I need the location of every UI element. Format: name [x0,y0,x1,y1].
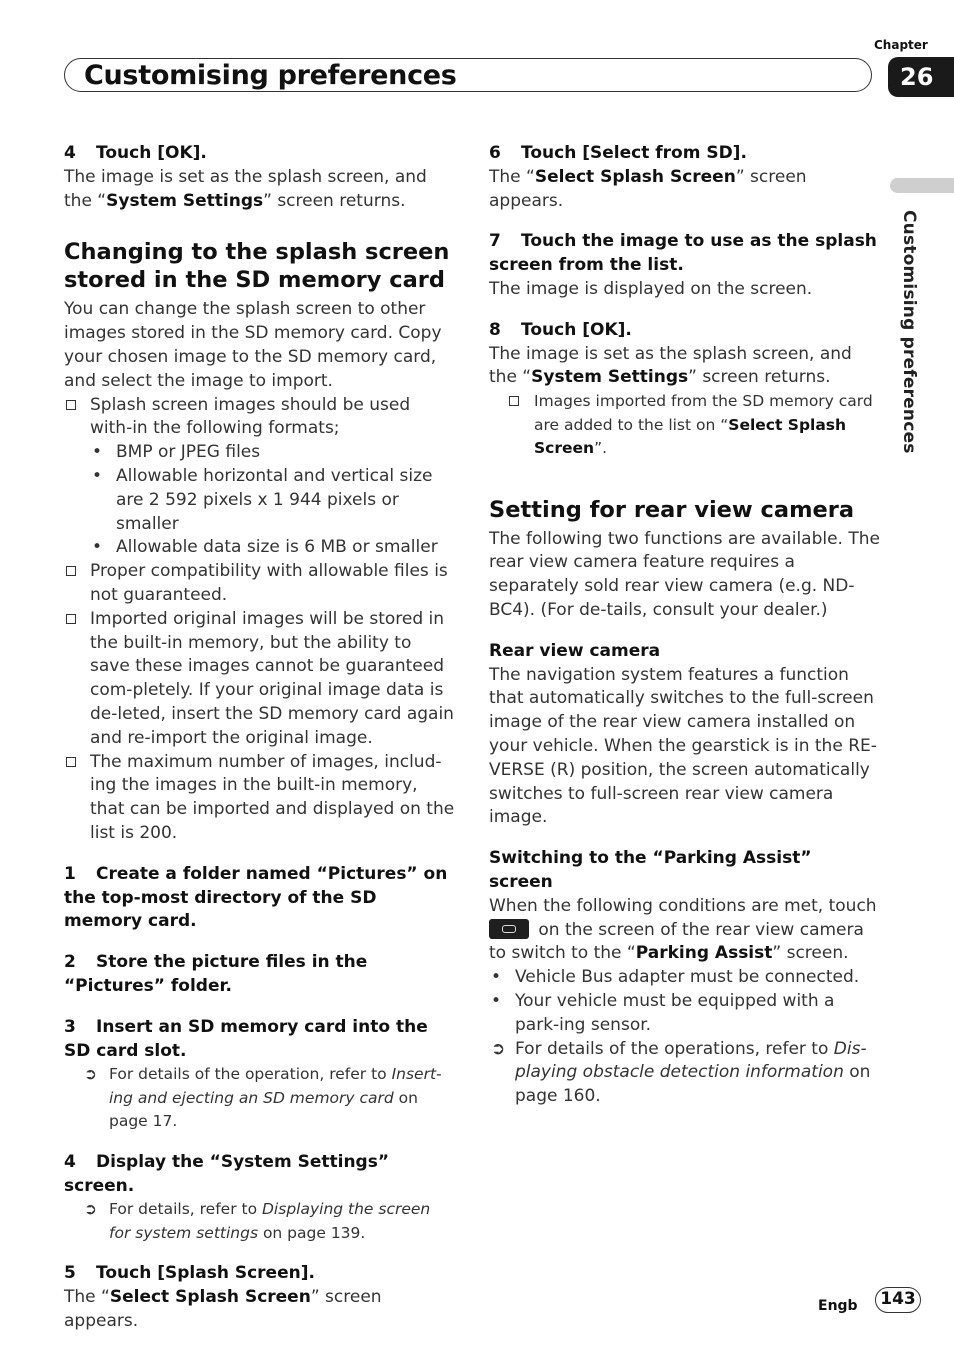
step-3-insert-card: 3 Insert an SD memory card into the SD card slot. [64,1016,428,1061]
rear-camera-subheading: Rear view camera [489,640,661,661]
note-item: Imported original images will be stored in the built-in memory, but the ability to save these images cannot be guaranteed com-pletely. If your original image data is de-leted, insert the SD memory card again and re-import the original image. [64,608,456,751]
step-7-text: The image is displayed on the screen. [489,278,813,299]
reference-note: ➲ For details of the operation, refer to Insert-ing and ejecting an SD memory card on page 17. [84,1065,442,1131]
note-item: The maximum number of images, includ-ing the images in the built-in memory, that can be imported and displayed on the list is 200. [64,751,456,846]
step-6-select-from-sd: 6 Touch [Select from SD]. [489,143,747,163]
rear-camera-intro: The following two functions are available. The rear view camera feature requires a separately sold rear view camera (e.g. ND-BC4). (For de-tails, consult your dealer.) [489,528,880,621]
list-item: • Allowable data size is 6 MB or smaller [92,537,438,558]
step-4-display-system-settings: 4 Display the “System Settings” screen. [64,1151,390,1196]
step-1-create-folder: 1 Create a folder named “Pictures” on the top-most directory of the SD memory card. [64,863,448,932]
step-4-text: The image is set as the splash screen, and the “System Settings” screen returns. [64,166,427,211]
list-item: • Vehicle Bus adapter must be connected. [491,967,860,988]
arrow-right-icon: ➲ [491,1038,506,1059]
page-title: Customising preferences [84,60,457,91]
checkbox-icon [66,757,76,767]
checkbox-icon [66,566,76,576]
parking-assist-text: When the following conditions are met, touch on the screen of the rear view camera to switch to the “Parking Assist” screen. [489,895,877,964]
checkbox-icon [509,396,519,406]
step-8-text: The image is set as the splash screen, and the “System Settings” screen returns. [489,343,852,388]
step-2-store-files: 2 Store the picture files in the “Pictures” folder. [64,952,368,996]
step-7-touch-image: 7 Touch the image to use as the splash screen from the list. [489,231,877,276]
side-section-label: Customising preferences [899,210,919,454]
note-item: Images imported from the SD memory card are added to the list on “Select Splash Screen”. [489,390,881,461]
list-item: • BMP or JPEG files [92,442,261,463]
note-item: Splash screen images should be used with-in the following formats; [64,394,456,442]
step-5-text: The “Select Splash Screen” screen appears. [64,1287,382,1331]
step-6-text: The “Select Splash Screen” screen appears. [489,166,807,211]
list-item: • Allowable horizontal and vertical size are 2 592 pixels x 1 944 pixels or smaller [92,465,433,534]
section-heading-splash-sd: Changing to the splash screen stored in the SD memory card [64,239,450,294]
side-tab-marker [890,178,954,193]
chapter-number-badge: 26 [888,57,954,97]
rear-camera-text: The navigation system features a function that automatically switches to the full-screen image of the rear view camera installed on your vehicle. When the gearstick is in the RE-VERSE (R) position, the screen automatically switches to full-screen rear view camera image. [489,664,877,828]
page-number: 143 [875,1287,921,1313]
left-column [64,142,456,1334]
section-heading-rear-camera: Setting for rear view camera [489,496,855,523]
arrow-right-icon: ➲ [84,1200,97,1219]
reference-note: ➲ For details of the operations, refer to Dis-playing obstacle detection information on page 160. [491,1038,871,1107]
reference-note: ➲ For details, refer to Displaying the screen for system settings on page 139. [84,1200,431,1242]
parking-assist-subheading: Switching to the “Parking Assist” screen [489,848,812,893]
footer-language: Engb [818,1298,858,1314]
chapter-label: Chapter [874,38,928,52]
step-8-touch-ok: 8 Touch [OK]. [489,319,632,340]
checkbox-icon [66,400,76,410]
arrow-right-icon: ➲ [84,1065,97,1084]
right-column [489,142,881,1109]
checkbox-icon [66,614,76,624]
step-4-touch-ok: 4 Touch [OK]. [64,143,207,163]
note-item: Proper compatibility with allowable files is not guaranteed. [64,560,456,608]
list-item: • Your vehicle must be equipped with a park-ing sensor. [491,991,835,1035]
splash-intro: You can change the splash screen to other images stored in the SD memory card. Copy your chosen image to the SD memory card, and select the image to import. [64,299,442,391]
step-5-touch-splash: 5 Touch [Splash Screen]. [64,1263,315,1284]
camera-mode-icon [489,919,529,939]
